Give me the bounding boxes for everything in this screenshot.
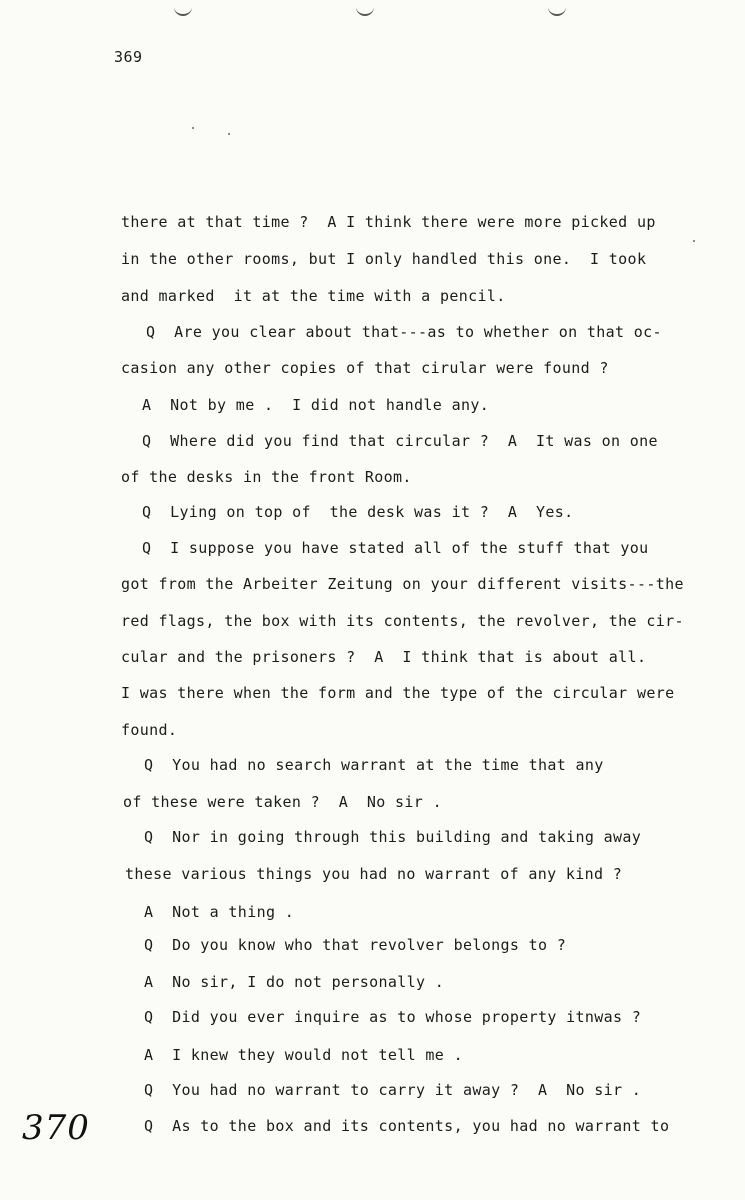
text-line: and marked it at the time with a pencil. [121, 287, 506, 305]
handwritten-page-number: 370 [22, 1108, 90, 1148]
text-line: red flags, the box with its contents, the revolver, the cir- [121, 612, 684, 630]
text-line: of these were taken ? A No sir . [123, 793, 442, 811]
text-line: Q Are you clear about that---as to whether on that oc- [146, 323, 662, 341]
text-line: in the other rooms, but I only handled this one. I took [121, 250, 647, 268]
text-line: these various things you had no warrant of any kind ? [125, 865, 623, 883]
text-line: A Not a thing . [144, 903, 295, 921]
text-line: found. [121, 721, 178, 739]
text-line: Q You had no warrant to carry it away ? A No sir . [144, 1081, 642, 1099]
text-line: Q You had no search warrant at the time that any [144, 756, 604, 774]
text-line: Q As to the box and its contents, you had no warrant to [144, 1117, 670, 1135]
text-line: got from the Arbeiter Zeitung on your different visits---the [121, 575, 684, 593]
text-line: of the desks in the front Room. [121, 468, 412, 486]
text-line: A I knew they would not tell me . [144, 1046, 463, 1064]
text-line: I was there when the form and the type of the circular were [121, 684, 675, 702]
page-number: 369 [114, 48, 143, 66]
text-line: A No sir, I do not personally . [144, 973, 445, 991]
ink-speck [228, 133, 230, 135]
text-line: Q I suppose you have stated all of the stuff that you [142, 539, 649, 557]
text-line: Q Where did you find that circular ? A It was on one [142, 432, 658, 450]
ink-speck [192, 127, 194, 129]
punch-hole-mark [356, 2, 374, 16]
punch-hole-mark [548, 2, 566, 16]
text-line: Q Lying on top of the desk was it ? A Yes. [142, 503, 574, 521]
text-line: A Not by me . I did not handle any. [142, 396, 490, 414]
text-line: Q Did you ever inquire as to whose property itnwas ? [144, 1008, 642, 1026]
punch-hole-mark [174, 2, 192, 16]
ink-speck [693, 240, 695, 242]
text-line: cular and the prisoners ? A I think that is about all. [121, 648, 647, 666]
text-line: casion any other copies of that cirular were found ? [121, 359, 609, 377]
text-line: Q Do you know who that revolver belongs to ? [144, 936, 567, 954]
text-line: there at that time ? A I think there were more picked up [121, 213, 656, 231]
text-line: Q Nor in going through this building and taking away [144, 828, 642, 846]
